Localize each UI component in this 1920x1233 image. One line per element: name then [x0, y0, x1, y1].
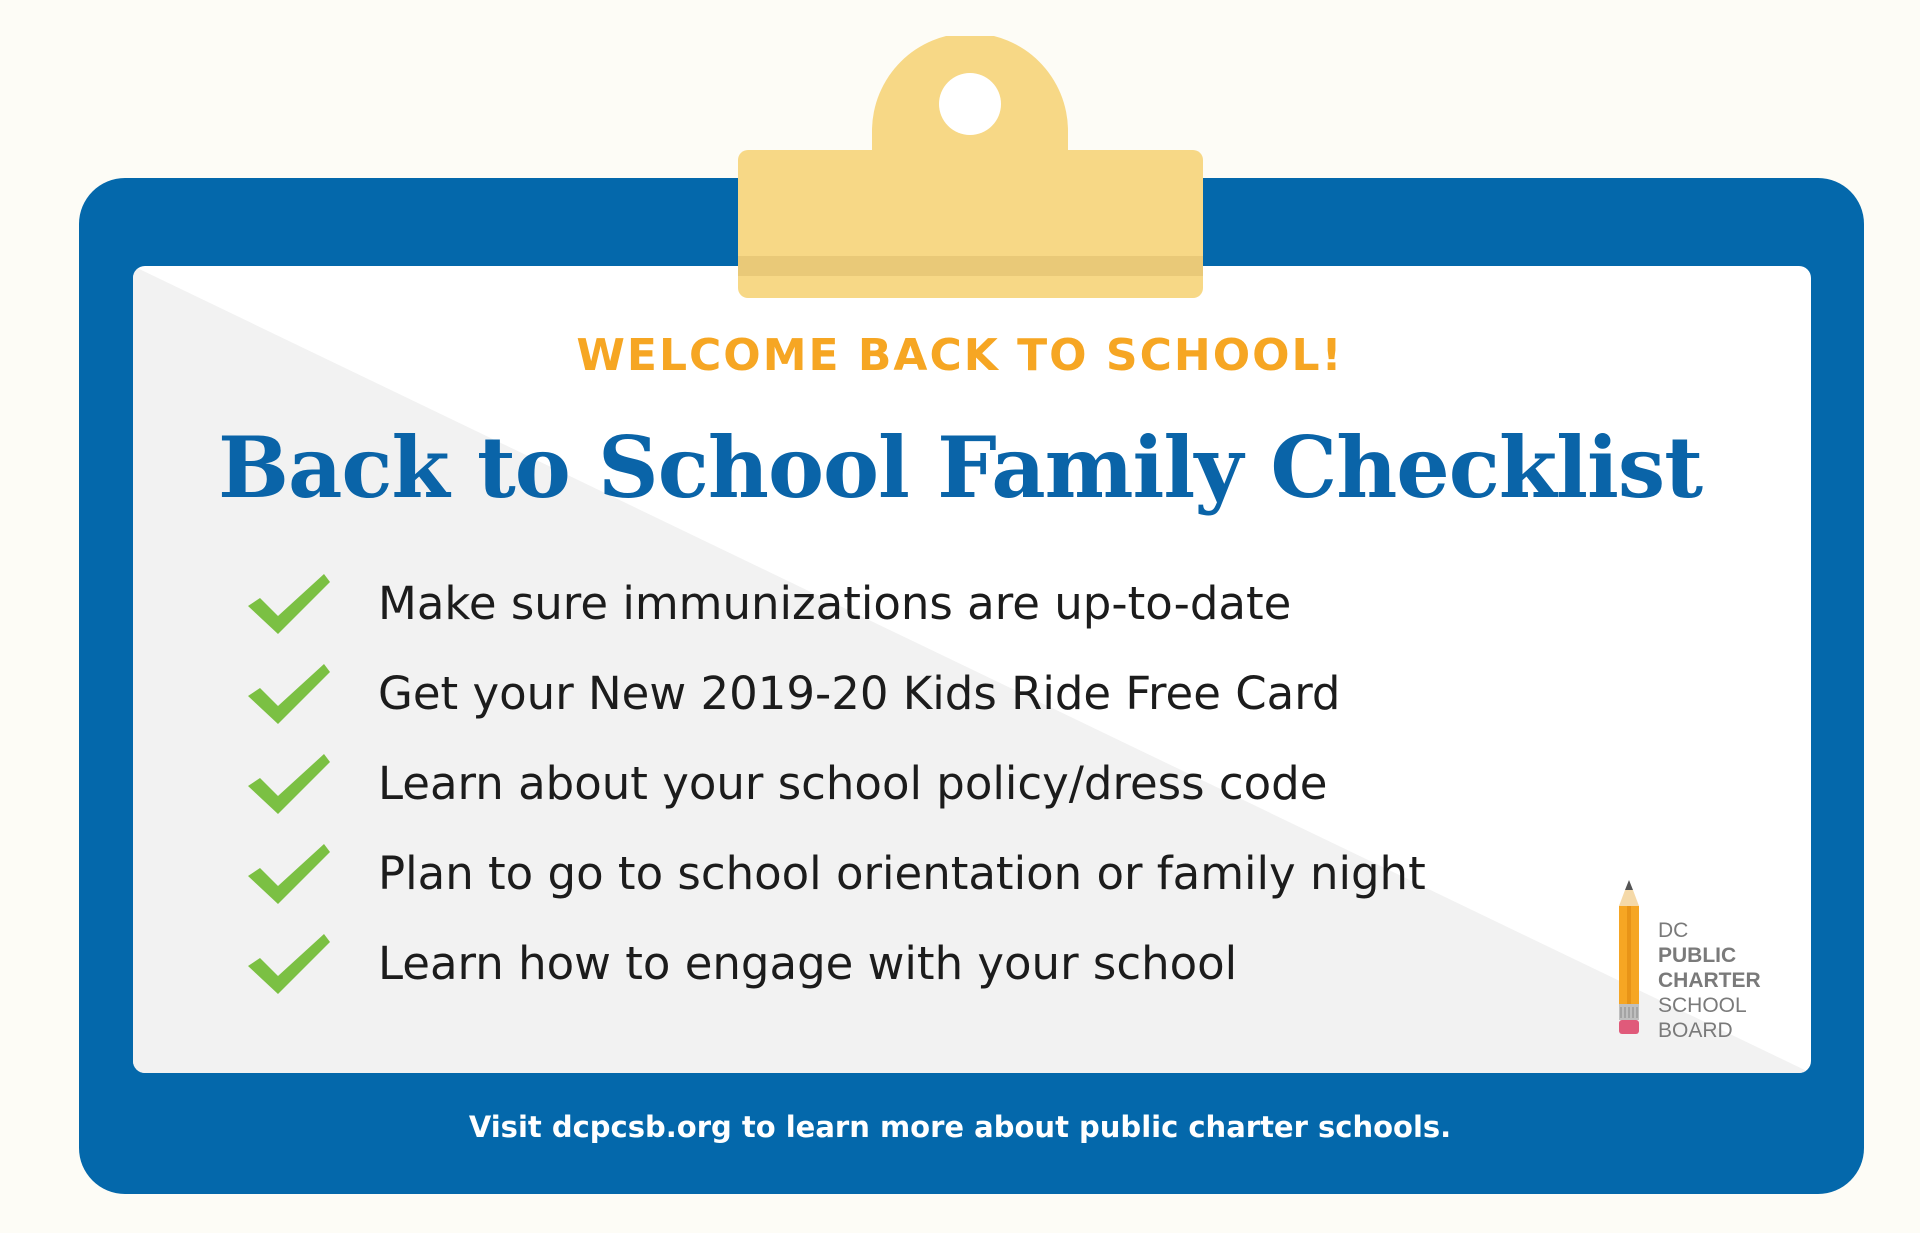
logo-line: SCHOOL	[1658, 994, 1747, 1017]
checklist-item-label: Plan to go to school orientation or family night	[378, 846, 1426, 900]
checklist-item-label: Get your New 2019-20 Kids Ride Free Card	[378, 666, 1341, 720]
page-title: Back to School Family Checklist	[217, 418, 1703, 517]
checklist-item	[244, 918, 1426, 1008]
checkmark-icon	[244, 928, 332, 998]
logo-line: DC	[1658, 919, 1689, 942]
checklist-item-label: Make sure immunizations are up-to-date	[378, 576, 1292, 630]
logo-line: CHARTER	[1658, 969, 1761, 992]
logo-line: PUBLIC	[1658, 944, 1737, 967]
checklist-item	[244, 738, 1426, 828]
checkmark-icon	[244, 748, 332, 818]
checklist-item	[244, 648, 1426, 738]
pencil-icon	[1614, 880, 1644, 1040]
checkmark-icon	[244, 568, 332, 638]
logo-line: BOARD	[1658, 1019, 1733, 1042]
footer-text: Visit dcpcsb.org to learn more about public charter schools.	[468, 1110, 1452, 1144]
checklist	[244, 558, 1426, 1008]
checkmark-icon	[244, 658, 332, 728]
checklist-item-label: Learn about your school policy/dress code	[378, 756, 1328, 810]
logo-wordmark	[1658, 918, 1761, 1043]
checkmark-icon	[244, 838, 332, 908]
checklist-item	[244, 558, 1426, 648]
checklist-item-label: Learn how to engage with your school	[378, 936, 1238, 990]
welcome-heading: WELCOME BACK TO SCHOOL!	[576, 330, 1344, 381]
dcpcsb-logo	[1614, 880, 1784, 1040]
clipboard-clip-icon	[738, 36, 1203, 298]
checklist-item	[244, 828, 1426, 918]
